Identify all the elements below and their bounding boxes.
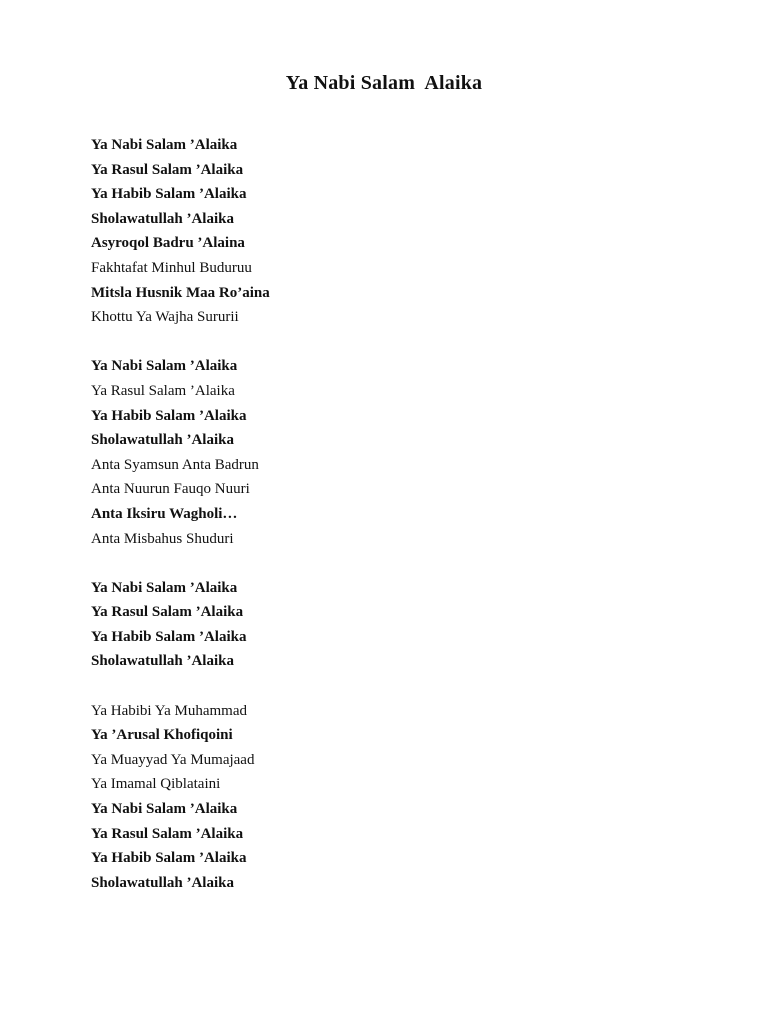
lyric-line: Ya Nabi Salam ’Alaika — [91, 579, 238, 596]
lyric-line: Anta Misbahus Shuduri — [91, 530, 234, 547]
lyric-line: Fakhtafat Minhul Buduruu — [91, 259, 252, 276]
stanza — [91, 576, 691, 674]
lyric-line: Ya Habib Salam ’Alaika — [91, 186, 247, 203]
lyric-line: Ya Habibi Ya Muhammad — [91, 702, 247, 719]
stanza — [91, 133, 691, 330]
lyric-line: Anta Nuurun Fauqo Nuuri — [91, 481, 250, 498]
lyric-line: Ya Nabi Salam ’Alaika — [91, 801, 238, 818]
lyric-line: Ya Habib Salam ’Alaika — [91, 628, 247, 645]
lyric-line: Anta Syamsun Anta Badrun — [91, 456, 259, 473]
lyric-line: Ya Rasul Salam ’Alaika — [91, 825, 244, 842]
lyric-line: Anta Iksiru Wagholi… — [91, 505, 238, 522]
lyric-line: Ya Rasul Salam ’Alaika — [91, 161, 244, 178]
lyric-line: Ya Habib Salam ’Alaika — [91, 850, 247, 867]
lyric-line: Ya Rasul Salam ’Alaika — [91, 382, 235, 399]
stanza — [91, 699, 691, 896]
lyric-line: Sholawatullah ’Alaika — [91, 432, 234, 449]
lyric-line: Ya Imamal Qiblataini — [91, 776, 221, 793]
lyric-line: Khottu Ya Wajha Sururii — [91, 309, 239, 326]
lyric-line: Asyroqol Badru ’Alaina — [91, 235, 245, 252]
lyric-line: Mitsla Husnik Maa Ro’aina — [91, 284, 270, 301]
lyric-line: Ya Nabi Salam ’Alaika — [91, 137, 238, 153]
lyric-line: Ya Habib Salam ’Alaika — [91, 407, 247, 424]
lyrics-body — [91, 133, 691, 920]
lyric-line: Ya ’Arusal Khofiqoini — [91, 727, 233, 744]
document-title: Ya Nabi Salam Alaika — [285, 72, 483, 94]
lyric-line: Ya Muayyad Ya Mumajaad — [91, 751, 255, 768]
stanza — [91, 354, 691, 551]
lyric-line: Ya Nabi Salam ’Alaika — [91, 358, 238, 375]
lyric-line: Sholawatullah ’Alaika — [91, 653, 234, 670]
lyric-line: Sholawatullah ’Alaika — [91, 210, 234, 227]
lyric-line: Ya Rasul Salam ’Alaika — [91, 604, 244, 621]
lyric-line: Sholawatullah ’Alaika — [91, 874, 234, 891]
